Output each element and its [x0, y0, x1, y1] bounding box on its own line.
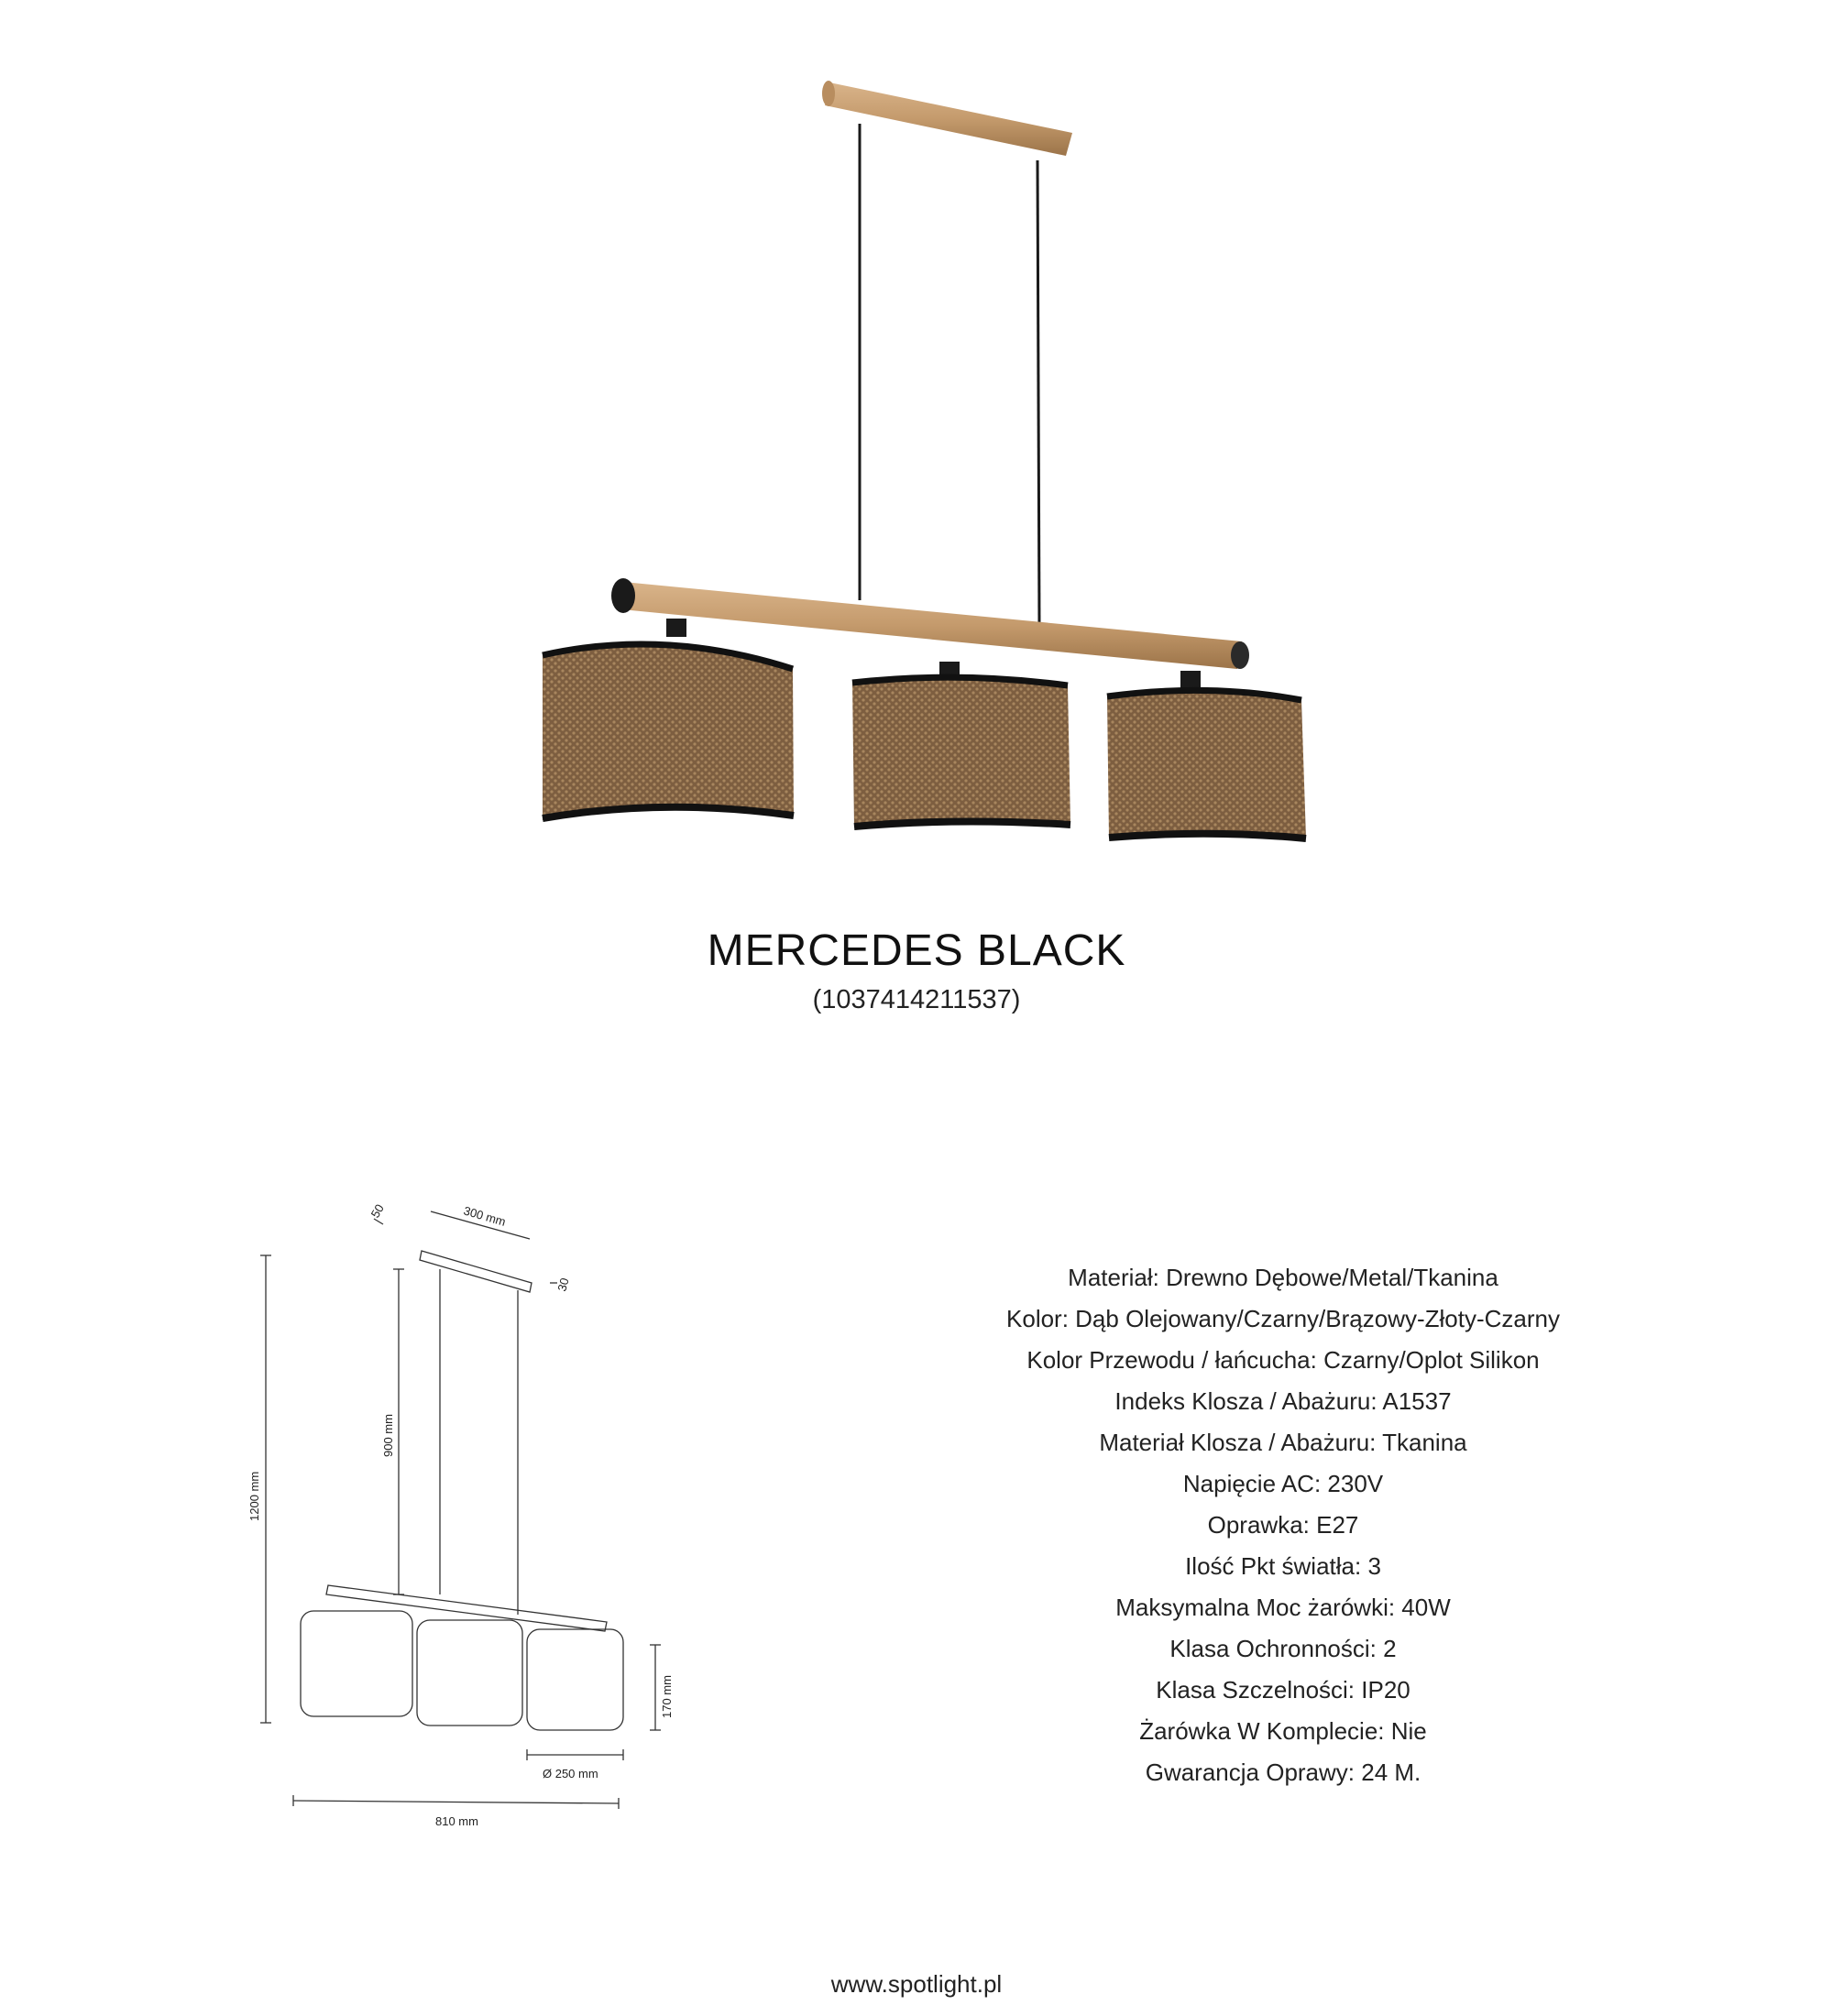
- footer-website: www.spotlight.pl: [830, 1970, 1003, 1998]
- spec-item: Gwarancja Oprawy: 24 M.: [1145, 1759, 1421, 1786]
- technical-drawing: [238, 1191, 678, 1851]
- dim-cable-length: 900 mm: [381, 1414, 395, 1457]
- dim-total-width: 810 mm: [435, 1814, 478, 1828]
- drawing-bar: [326, 1585, 607, 1631]
- drawing-shade-1: [301, 1611, 412, 1716]
- dim-canopy-height: 50: [368, 1201, 387, 1221]
- drawing-shade-3: [527, 1629, 623, 1730]
- lamp-shade-1: [543, 619, 794, 820]
- spec-item: Kolor: Dąb Olejowany/Czarny/Brązowy-Złoty-Czarny: [1006, 1305, 1560, 1332]
- spec-item: Klasa Ochronności: 2: [1169, 1635, 1397, 1662]
- lamp-shade-2: [852, 662, 1070, 827]
- product-code: (1037414211537): [812, 985, 1021, 1014]
- lamp-shade-3: [1107, 671, 1306, 838]
- spec-item: Napięcie AC: 230V: [1182, 1470, 1384, 1497]
- product-photo: [513, 64, 1338, 871]
- dim-shade-diameter: Ø 250 mm: [543, 1767, 598, 1780]
- spec-item: Materiał: Drewno Dębowe/Metal/Tkanina: [1068, 1264, 1498, 1291]
- spec-item: Oprawka: E27: [1207, 1511, 1359, 1539]
- dim-total-height: 1200 mm: [247, 1471, 261, 1521]
- spec-list: [916, 1257, 1650, 1793]
- drawing-shade-2: [417, 1620, 522, 1726]
- product-title: MERCEDES BLACK: [707, 926, 1126, 975]
- cable-right: [1037, 160, 1039, 625]
- dim-shade-height: 170 mm: [660, 1675, 674, 1718]
- drawing-canopy: [420, 1251, 532, 1292]
- spec-item: Maksymalna Moc żarówki: 40W: [1115, 1594, 1451, 1621]
- dim-canopy-depth: 30: [554, 1276, 572, 1293]
- spec-item: Klasa Szczelności: IP20: [1156, 1676, 1410, 1704]
- dim-canopy-length: 300 mm: [462, 1203, 508, 1229]
- spec-item: Ilość Pkt światła: 3: [1185, 1552, 1381, 1580]
- spec-item: Żarówka W Komplecie: Nie: [1139, 1717, 1427, 1745]
- spec-item: Indeks Klosza / Abażuru: A1537: [1114, 1387, 1452, 1415]
- spec-item: Kolor Przewodu / łańcucha: Czarny/Oplot Silikon: [1026, 1346, 1540, 1374]
- spec-item: Materiał Klosza / Abażuru: Tkanina: [1099, 1429, 1467, 1456]
